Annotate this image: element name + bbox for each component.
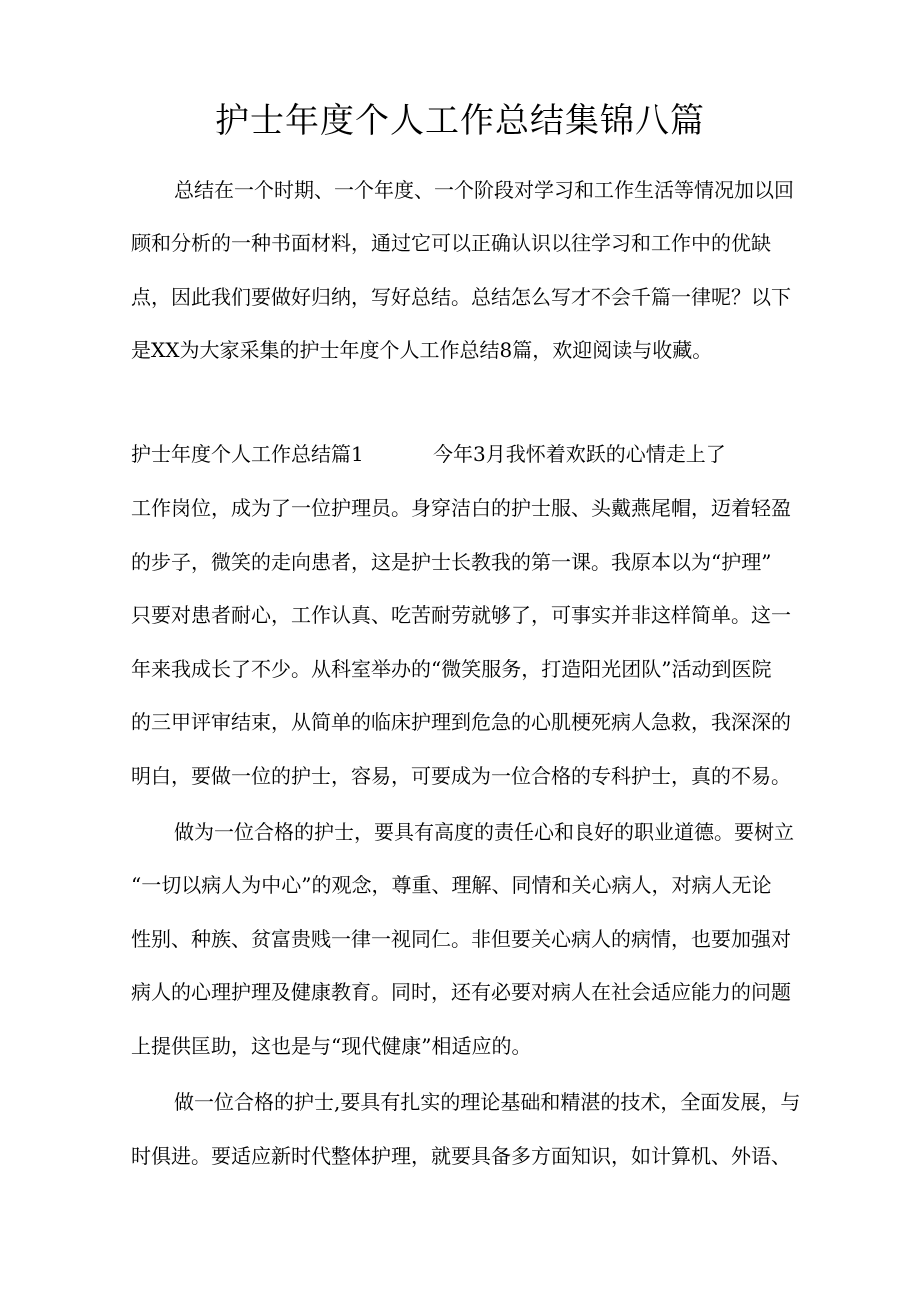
section-1-line-2: 的步子，微笑的走向患者，这是护士长教我的第一课。我原本以为“护理” (131, 550, 772, 574)
paragraph-2-line-4: 病人的心理护理及健康教育。同时，还有必要对病人在社会适应能力的问题 (131, 980, 791, 1004)
intro-line-2: 顾和分析的一种书面材料，通过它可以正确认识以往学习和工作中的优缺 (131, 231, 771, 255)
paragraph-2-line-1: 做为一位合格的护士，要具有高度的责任心和良好的职业道德。要树立 (174, 820, 794, 844)
section-1-line-4: 年来我成长了不少。从科室举办的“微笑服务，打造阳光团队”活动到医院 (131, 657, 772, 681)
section-1-line-6: 明白，要做一位的护士，容易，可要成为一位合格的专科护士，真的不易。 (131, 764, 791, 788)
intro-line-3: 点，因此我们要做好归纳，写好总结。总结怎么写才不会千篇一律呢？以下 (131, 285, 791, 309)
paragraph-2-line-3: 性别、种族、贫富贵贱一律一视同仁。非但要关心病人的病情，也要加强对 (131, 927, 791, 951)
paragraph-2-line-2: “一切以病人为中心”的观念，尊重、理解、同情和关心病人，对病人无论 (131, 873, 772, 897)
document-title: 护士年度个人工作总结集锦八篇 (215, 101, 705, 141)
section-1-line-1: 工作岗位，成为了一位护理员。身穿洁白的护士服、头戴燕尾帽，迈着轻盈 (131, 496, 791, 520)
intro-line-4: 是XX为大家采集的护士年度个人工作总结8篇，欢迎阅读与收藏。 (131, 338, 713, 362)
section-1-heading: 护士年度个人工作总结篇1 (131, 442, 364, 466)
paragraph-3-line-2: 时俱进。要适应新时代整体护理，就要具备多方面知识，如计算机、外语、 (131, 1144, 791, 1168)
section-1-first-line (131, 440, 726, 468)
section-1-first-text: 今年3月我怀着欢跃的心情走上了 (433, 442, 726, 466)
paragraph-3-line-1: 做一位合格的护士,要具有扎实的理论基础和精湛的技术，全面发展，与 (174, 1090, 801, 1114)
section-1-line-5: 的三甲评审结束，从简单的临床护理到危急的心肌梗死病人急救，我深深的 (131, 710, 791, 734)
section-1-line-3: 只要对患者耐心，工作认真、吃苦耐劳就够了，可事实并非这样简单。这一 (131, 603, 791, 627)
intro-line-1: 总结在一个时期、一个年度、一个阶段对学习和工作生活等情况加以回 (174, 178, 794, 202)
paragraph-2-line-5: 上提供匡助，这也是与“现代健康”相适应的。 (131, 1034, 532, 1058)
